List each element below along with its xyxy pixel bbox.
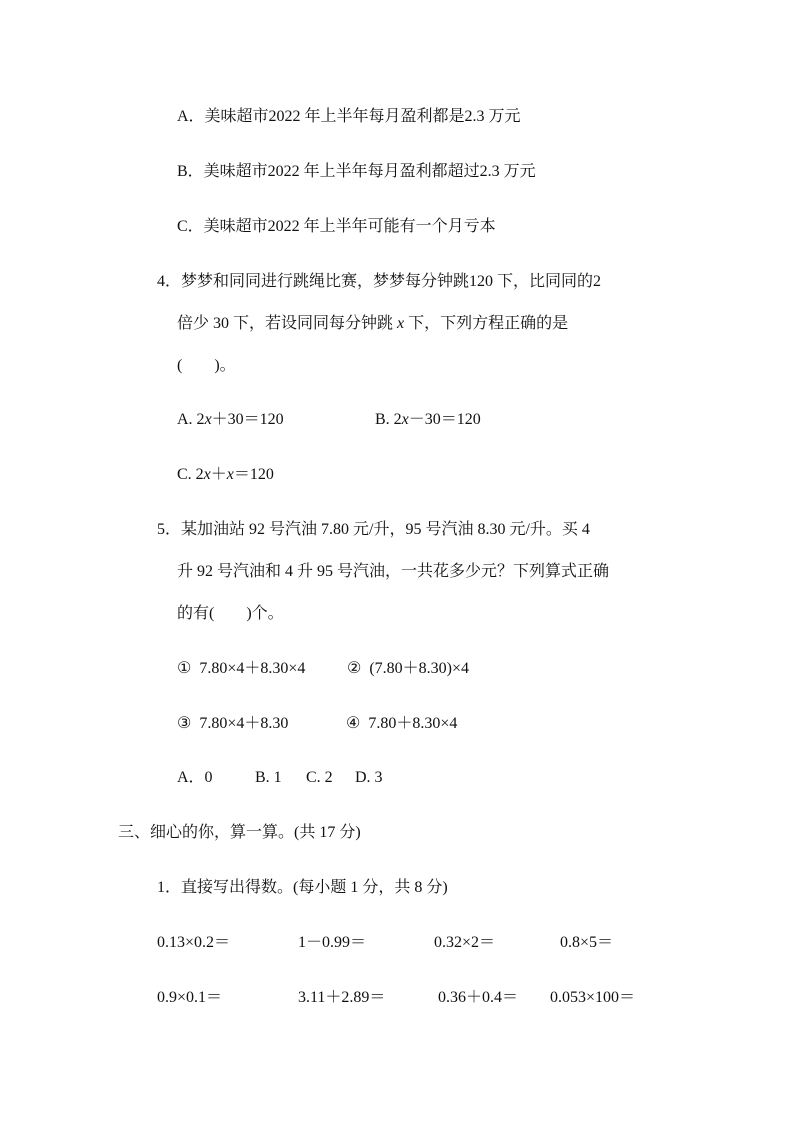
- variable-x: x: [397, 315, 405, 332]
- option-a: A．美味超市2022 年上半年每月盈利都是2.3 万元: [177, 108, 521, 125]
- question-4-line-3: ( )。: [177, 357, 236, 374]
- option-text: ＝120: [233, 466, 274, 483]
- option-text: B. 2: [375, 411, 402, 428]
- question-5-option-b: B. 1: [255, 769, 282, 786]
- question-4-line-2: [177, 314, 568, 334]
- question-4-text-part: 下，下列方程正确的是: [404, 315, 569, 332]
- section-3-title: 三、细心的你，算一算。(共 17 分): [118, 824, 361, 841]
- expression-1: ① 7.80×4＋8.30×4: [177, 660, 306, 677]
- calc-item: 0.8×5＝: [560, 934, 614, 951]
- option-text: ＋: [210, 466, 227, 483]
- variable-x: x: [203, 466, 211, 483]
- section-3-subquestion-1: 1．直接写出得数。(每小题 1 分，共 8 分): [157, 879, 448, 896]
- calc-item: 3.11＋2.89＝: [298, 989, 386, 1006]
- option-b: B．美味超市2022 年上半年每月盈利都超过2.3 万元: [177, 163, 536, 180]
- variable-x: x: [401, 411, 409, 428]
- variable-x: x: [204, 411, 212, 428]
- question-4-option-a: [177, 410, 284, 430]
- option-text: －30＝120: [408, 411, 481, 428]
- question-4-option-b: [375, 410, 481, 430]
- expression-3: ③ 7.80×4＋8.30: [177, 715, 289, 732]
- variable-x: x: [226, 466, 234, 483]
- calc-item: 0.13×0.2＝: [157, 934, 231, 951]
- question-4-text-part: 倍少 30 下，若设同同每分钟跳: [177, 315, 398, 332]
- expression-4: ④ 7.80＋8.30×4: [346, 715, 458, 732]
- question-5-line-3: 的有( )个。: [177, 605, 284, 622]
- question-5-option-c: C. 2: [306, 769, 333, 786]
- question-5-line-2: 升 92 号汽油和 4 升 95 号汽油，一共花多少元？下列算式正确: [177, 563, 610, 580]
- question-5-option-d: D. 3: [355, 769, 383, 786]
- question-4-option-c: [177, 465, 274, 485]
- calc-item: 0.053×100＝: [550, 989, 636, 1006]
- option-text: A. 2: [177, 411, 205, 428]
- option-text: C. 2: [177, 466, 204, 483]
- calc-item: 1－0.99＝: [298, 934, 367, 951]
- question-5-line-1: 5．某加油站 92 号汽油 7.80 元/升，95 号汽油 8.30 元/升。买 4: [157, 521, 590, 538]
- question-4-line-1: 4．梦梦和同同进行跳绳比赛，梦梦每分钟跳120 下，比同同的2: [157, 273, 602, 290]
- calc-item: 0.32×2＝: [434, 934, 496, 951]
- expression-2: ② (7.80＋8.30)×4: [347, 660, 470, 677]
- option-c: C．美味超市2022 年上半年可能有一个月亏本: [177, 218, 496, 235]
- option-text: ＋30＝120: [211, 411, 284, 428]
- question-5-option-a: A．0: [177, 769, 213, 786]
- calc-item: 0.9×0.1＝: [157, 989, 223, 1006]
- calc-item: 0.36＋0.4＝: [438, 989, 519, 1006]
